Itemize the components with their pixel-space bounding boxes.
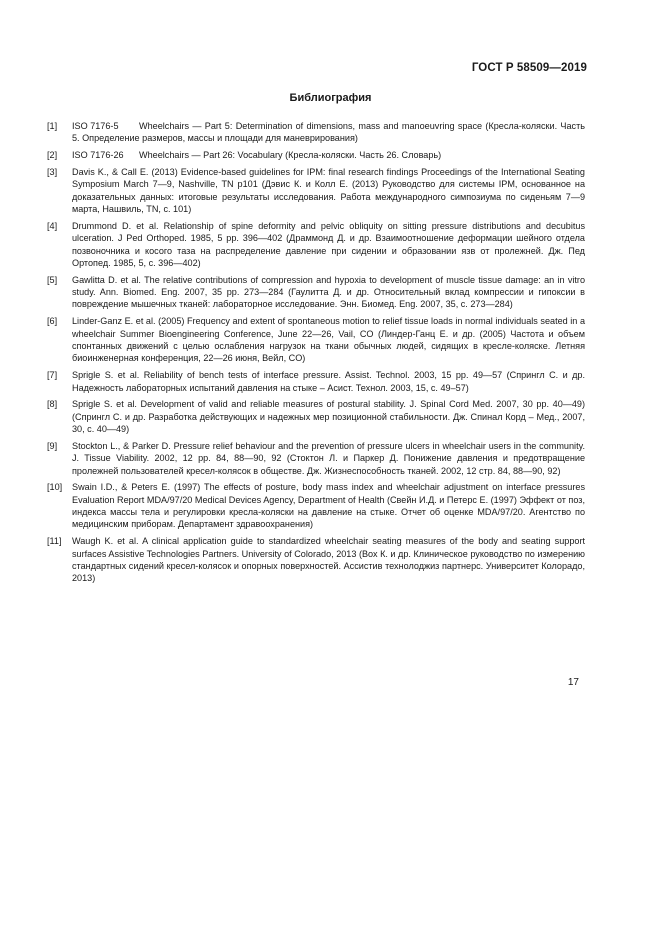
reference-text: Linder-Ganz E. et al. (2005) Frequency and extent of spontaneous motion to relief tissue loads in normal individuals seated in a wheelchair Summer Bioengineering Conference, June 22—26, Vail, CO (Линдер-Ганц Е. и др. (2005) Частота и объем спонтанных движений с целью ослабления нагрузок на ткани обычных людей, сидящих в кресле-коляске. Летняя биоинженерная конференция, 22—26 июня, Вейл, CO): [72, 316, 585, 364]
reference-body: [72, 398, 585, 435]
reference-item: [47, 440, 585, 477]
reference-body: [72, 481, 585, 531]
reference-number: [10]: [47, 482, 63, 493]
reference-item: [47, 481, 585, 531]
reference-body: [72, 220, 585, 270]
reference-number: [8]: [47, 399, 58, 410]
reference-text: Waugh K. et al. A clinical application guide to standardized wheelchair seating measures of the body and seating support surfaces Assistive Technologies Partners. University of Colorado, 2013 (Вох К. и др. Клиническое руководство по измерению стандартных сидений кресел-колясок и опорных поверхностей. Ассистив технолоджиз партнерс. Университет Колорадо, 2013): [72, 536, 585, 584]
reference-body: [72, 149, 585, 161]
reference-item: [47, 315, 585, 365]
reference-text: Stockton L., & Parker D. Pressure relief behaviour and the prevention of pressure ulcers in wheelchair users in the community. J. Tissue Viability. 2002, 12 pp. 84, 88—90, 92 (Стоктон Л. и Паркер Д. Понижение давления и предотвращение пролежней пользователей кресел-колясок в обществе. Дж. Жизнеспособность тканей. 2002, 12 стр. 84, 88—90, 92): [72, 440, 585, 476]
reference-standard-code: ISO 7176-26: [72, 150, 124, 161]
reference-number: [2]: [47, 150, 58, 161]
reference-item: [47, 149, 585, 161]
reference-list: [47, 120, 585, 589]
reference-body: [72, 274, 585, 311]
reference-number: [1]: [47, 121, 58, 131]
reference-body: [72, 535, 585, 585]
reference-text: Wheelchairs — Part 26: Vocabulary (Кресла-коляски. Часть 26. Словарь): [139, 150, 442, 161]
reference-item: [47, 274, 585, 311]
reference-text: Sprigle S. et al. Reliability of bench tests of interface pressure. Assist. Technol. 2003, 15 pp. 49—57 (Спрингл С. и др. Надежность лабораторных испытаний давления на стыке – Асист. Технол. 2003, 15, с. 49–57): [72, 370, 585, 393]
reference-text: Swain I.D., & Peters E. (1997) The effects of posture, body mass index and wheelchair adjustment on interface pressures Evaluation Report MDA/97/20 Medical Devices Agency, Department of Health (Свейн И.Д. и Петерс Е. (1997) Эффект от поз, индекса массы тела и регулировки кресла-коляски на давление на стыке. Отчет об оценке MDA/97/20. Агентство по медицинским приборам. Департамент здравоохранения): [72, 482, 585, 530]
reference-standard-code: ISO 7176-5: [72, 121, 119, 131]
reference-number: [4]: [47, 220, 58, 231]
page-number: 17: [567, 677, 579, 688]
reference-number: [11]: [47, 536, 62, 547]
reference-text: Wheelchairs — Part 5: Determination of dimensions, mass and manoeuvring space (Кресла-коляски. Часть 5. Определение размеров, массы и площади для маневрирования): [72, 121, 585, 144]
bibliography-title: Библиография: [289, 92, 372, 104]
reference-number: [6]: [47, 316, 58, 327]
reference-body: [72, 166, 585, 216]
reference-body: [72, 440, 585, 477]
standard-designation: ГОСТ Р 58509—2019: [471, 62, 587, 74]
reference-body: [72, 120, 585, 145]
reference-body: [72, 315, 585, 365]
reference-text: Davis K., & Call E. (2013) Evidence-based guidelines for IPM: final research findings Proceedings of the International Seating Symposium March 7—9, Nashville, TN p101 (Дэвис К. и Колл Е. (2013) Руководство для системы IPM, основанное на доказательных данных: итоговые результаты исследования. Работа международного симпозиума по сиденьям 7—9 марта, Нашвиль, TN, с. 101): [72, 166, 585, 215]
reference-item: [47, 166, 585, 216]
reference-item: [47, 220, 585, 270]
reference-item: [47, 369, 585, 394]
reference-item: [47, 398, 585, 435]
reference-number: [3]: [47, 166, 58, 177]
reference-number: [7]: [47, 370, 58, 381]
reference-item: [47, 535, 585, 585]
reference-number: [9]: [47, 440, 58, 451]
reference-text: Gawlitta D. et al. The relative contributions of compression and hypoxia to development of muscle tissue damage: an in vitro study. Ann. Biomed. Eng. 2007, 35 pp. 273—284 (Гаулитта Д. и др. Относительный вклад компрессии и гипоксии в повреждение мышечных тканей: лабораторное исследование. Энн. Биомед. Eng. 2007, 35, с. 273—284): [72, 274, 585, 310]
reference-number: [5]: [47, 274, 58, 285]
reference-item: [47, 120, 585, 145]
reference-text: Drummond D. et al. Relationship of spine deformity and pelvic obliquity on sitting pressure distributions and decubitus ulceration. J Ped Orthoped. 1985, 5 pp. 396—402 (Драммонд Д. и др. Взаимоотношение деформации шейного отдела позвоночника и косого таза на распределение давление при сидении и образовании язв от пролежней. Дж. Пед Ортопед. 1985, 5, с. 396—402): [72, 220, 585, 268]
reference-text: Sprigle S. et al. Development of valid and reliable measures of postural stability. J. Spinal Cord Med. 2007, 30 pp. 40—49) (Спрингл С. и др. Разработка действующих и надежных мер позиционной стабильности. Дж. Спинал Корд – Мед., 2007, 30, с. 40—49): [72, 399, 585, 435]
reference-body: [72, 369, 585, 394]
